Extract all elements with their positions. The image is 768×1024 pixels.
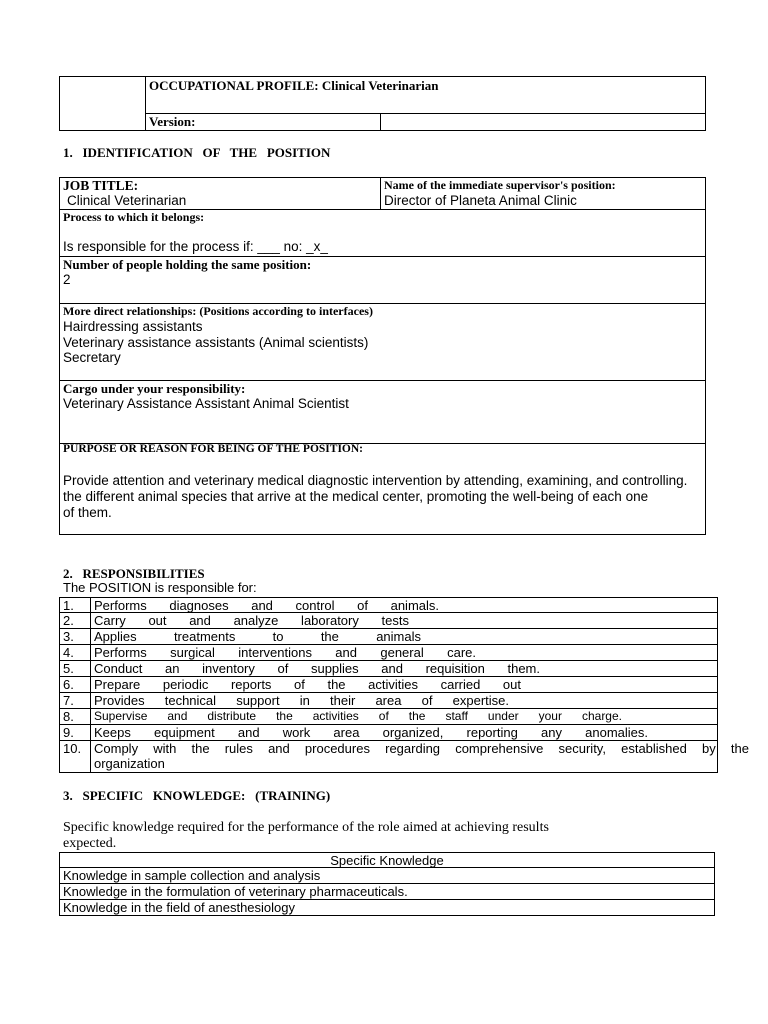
table-row [59, 661, 718, 677]
row-text: Supervise and distribute the activities of the staff under your charge. [94, 709, 622, 723]
cargo-value: Veterinary Assistance Assistant Animal Scientist [63, 396, 349, 411]
section2-heading: 2. RESPONSIBILITIES [63, 566, 205, 581]
row-text-continued: organization [94, 756, 165, 771]
profile-label: OCCUPATIONAL PROFILE: [149, 78, 319, 93]
row-text: Applies treatments to the animals [94, 629, 421, 644]
row-text: Carry out and analyze laboratory tests [94, 613, 409, 628]
row-number: 1. [63, 598, 74, 613]
relationships-label: More direct relationships: (Positions according to interfaces) [63, 304, 373, 318]
row-number: 3. [63, 629, 74, 644]
knowledge-intro [63, 820, 549, 852]
people-value: 2 [63, 272, 71, 287]
row-number: 7. [63, 693, 74, 708]
job-title-label: JOB TITLE: [63, 178, 139, 193]
supervisor-label: Name of the immediate supervisor's position: [384, 178, 616, 192]
knowledge-item: Knowledge in the field of anesthesiology [59, 900, 715, 916]
row-text: Comply with the rules and procedures regarding comprehensive security, established by the [94, 741, 749, 756]
table-row [59, 725, 718, 741]
supervisor-value: Director of Planeta Animal Clinic [384, 193, 577, 208]
purpose-line: of them. [63, 505, 112, 520]
profile-value: Clinical Veterinarian [321, 78, 439, 93]
row-number: 9. [63, 725, 74, 740]
table-row [59, 693, 718, 709]
header-table [59, 76, 706, 131]
version-label: Version: [149, 114, 196, 129]
row-number: 6. [63, 677, 74, 692]
responsibilities-intro: The POSITION is responsible for: [63, 580, 257, 595]
process-label: Process to which it belongs: [63, 210, 205, 224]
row-text: Prepare periodic reports of the activities carried out [94, 677, 521, 692]
row-number: 10. [63, 741, 82, 756]
relationship-item: Hairdressing assistants [63, 319, 203, 334]
row-text: Keeps equipment and work area organized, reporting any anomalies. [94, 725, 648, 740]
row-number: 4. [63, 645, 74, 660]
people-label: Number of people holding the same position: [63, 257, 312, 272]
table-row [59, 741, 749, 773]
table-row [59, 709, 718, 725]
knowledge-item: Knowledge in sample collection and analysis [59, 868, 715, 884]
relationship-item: Veterinary assistance assistants (Animal scientists) [63, 335, 369, 350]
table-row [59, 645, 718, 661]
knowledge-item: Knowledge in the formulation of veterinary pharmaceuticals. [59, 884, 715, 900]
section1-heading: 1. IDENTIFICATION OF THE POSITION [63, 145, 331, 160]
row-text: Performs surgical interventions and general care. [94, 645, 476, 660]
table-row [59, 629, 718, 645]
purpose-line: the different animal species that arrive at the medical center, promoting the well-being of each one [63, 489, 649, 504]
row-text: Provides technical support in their area of expertise. [94, 693, 509, 708]
section3-heading: 3. SPECIFIC KNOWLEDGE: (TRAINING) [63, 788, 331, 803]
purpose-line: Provide attention and veterinary medical diagnostic intervention by attending, examining, and controlling. [63, 473, 688, 488]
knowledge-intro-line: Specific knowledge required for the performance of the role aimed at achieving results [63, 820, 549, 835]
table-row [59, 597, 718, 613]
cargo-label: Cargo under your responsibility: [63, 381, 246, 396]
relationship-item: Secretary [63, 350, 121, 365]
row-number: 5. [63, 661, 74, 676]
table-row [59, 613, 718, 629]
identification-table [59, 177, 706, 535]
row-text: Conduct an inventory of supplies and requisition them. [94, 661, 540, 676]
job-title-value: Clinical Veterinarian [67, 193, 187, 208]
row-text: Performs diagnoses and control of animals. [94, 598, 439, 613]
process-question: Is responsible for the process if: ___ no: _x_ [63, 239, 328, 254]
profile-title [149, 78, 439, 94]
row-number: 2. [63, 613, 74, 628]
purpose-label: PURPOSE OR REASON FOR BEING OF THE POSITION: [63, 443, 363, 455]
knowledge-table-header: Specific Knowledge [59, 852, 715, 868]
table-row [59, 677, 718, 693]
row-number: 8. [63, 709, 74, 724]
knowledge-intro-line: expected. [63, 836, 117, 851]
